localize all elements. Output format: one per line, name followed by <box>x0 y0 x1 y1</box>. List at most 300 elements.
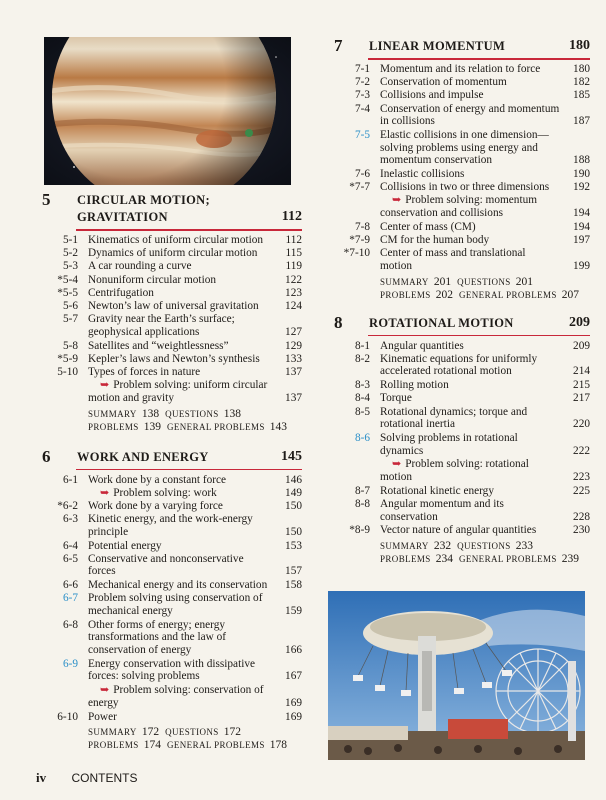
section-title-line: Kinetic energy, and the work-energy <box>88 513 253 526</box>
toc-entry[interactable] <box>42 540 302 553</box>
section-number: 5-1 <box>62 234 78 246</box>
toc-entry[interactable] <box>334 168 590 181</box>
section-page: 222 <box>573 444 590 457</box>
section-page: 230 <box>573 524 590 537</box>
summary-label[interactable]: SUMMARY <box>380 276 429 287</box>
section-title-line: Power <box>88 710 117 723</box>
toc-entry[interactable] <box>42 247 302 260</box>
section-title <box>380 485 494 498</box>
section-title-line: dynamics <box>380 444 424 457</box>
section-page: 190 <box>573 168 590 180</box>
toc-entry[interactable] <box>42 474 302 487</box>
toc-entry[interactable] <box>334 458 590 483</box>
chapter-number: 5 <box>42 190 51 209</box>
section-page: 194 <box>573 220 590 233</box>
chapter-title-line: ROTATIONAL MOTION <box>369 315 514 330</box>
toc-entry[interactable] <box>334 432 590 457</box>
toc-entry[interactable] <box>42 274 302 287</box>
section-number: 8-2 <box>354 352 370 365</box>
summary-page: 138 <box>141 407 160 420</box>
section-number: 6-1 <box>62 473 78 486</box>
section-number: 7-4 <box>354 102 370 115</box>
section-number: *6-2 <box>57 500 78 512</box>
toc-entry[interactable] <box>42 366 302 379</box>
section-title <box>88 340 229 353</box>
chapter-summary-line <box>88 739 293 751</box>
chapter-summary-line <box>380 540 539 552</box>
summary-page: 172 <box>223 725 241 738</box>
toc-entry[interactable] <box>42 313 302 338</box>
section-page: 223 <box>573 470 590 483</box>
section-title <box>380 379 449 392</box>
chapter-number: 7 <box>334 36 343 55</box>
section-title <box>380 406 527 431</box>
section-page: 149 <box>285 486 302 499</box>
summary-page: 232 <box>433 539 452 552</box>
section-number: 8-8 <box>354 498 370 510</box>
summary-label[interactable]: QUESTIONS <box>165 408 219 419</box>
summary-page: 201 <box>515 275 533 288</box>
section-title-line: Kepler’s laws and Newton’s synthesis <box>88 352 260 365</box>
section-page: 169 <box>285 710 302 723</box>
summary-page: 201 <box>433 275 452 288</box>
summary-page: 233 <box>515 539 533 552</box>
section-page: 180 <box>573 63 590 75</box>
chapter-summary-line <box>88 408 247 420</box>
section-title <box>380 168 464 181</box>
section-title-line: Collisions in two or three dimensions <box>380 181 550 194</box>
section-title <box>88 658 255 683</box>
chapter-rule <box>368 58 590 60</box>
summary-page: 139 <box>143 420 161 433</box>
section-title-line: Conservation of energy and momentum <box>380 102 560 115</box>
section-page: 214 <box>573 365 590 378</box>
section-title-line: Problem solving: momentum <box>405 194 538 207</box>
section-page: 119 <box>285 260 302 273</box>
toc-entry[interactable] <box>334 89 590 102</box>
section-title <box>380 498 504 523</box>
section-title-line: conservation of energy <box>88 643 192 656</box>
toc-entry[interactable] <box>334 129 590 167</box>
summary-page: 178 <box>269 738 288 751</box>
chapter-title-line: WORK AND ENERGY <box>77 449 209 464</box>
section-page: 112 <box>285 234 302 246</box>
toc-entry[interactable] <box>334 340 590 353</box>
problem-solving-arrow-icon: ➥ <box>392 458 402 471</box>
section-title-line: Gravity near the Earth’s surface; <box>88 313 235 326</box>
section-title-line: Problem solving: uniform circular <box>113 379 268 392</box>
toc-entry[interactable] <box>334 194 590 219</box>
summary-label[interactable]: QUESTIONS <box>457 276 511 287</box>
section-page: 146 <box>285 473 302 486</box>
chapter-summary-line <box>88 726 247 738</box>
section-title <box>88 684 264 709</box>
summary-label[interactable]: PROBLEMS <box>88 739 139 750</box>
section-title <box>88 619 226 657</box>
section-title <box>380 524 536 537</box>
section-number: 5-7 <box>62 313 78 326</box>
section-page: 115 <box>285 247 302 260</box>
section-title-line: Momentum and its relation to force <box>380 63 541 75</box>
section-title-line: forces: solving problems <box>88 670 200 683</box>
summary-label[interactable]: GENERAL PROBLEMS <box>166 739 265 750</box>
toc-entry[interactable] <box>42 711 302 724</box>
section-number: 5-6 <box>62 300 78 312</box>
section-title-line: Problem solving: conservation of <box>113 684 264 697</box>
section-title-line: Center of mass and translational <box>380 247 526 260</box>
section-title <box>88 313 235 338</box>
section-title-line: motion and gravity <box>88 391 174 404</box>
toc-entry[interactable] <box>42 553 302 578</box>
chapter-heading <box>42 190 302 228</box>
toc-entry[interactable] <box>334 103 590 128</box>
section-page: 150 <box>285 500 302 512</box>
summary-label[interactable]: GENERAL PROBLEMS <box>458 289 557 300</box>
chapter-title-line: GRAVITATION <box>77 210 168 224</box>
section-number: 7-5 <box>354 129 370 141</box>
section-title-line: Conservation of momentum <box>380 76 507 89</box>
chapter-summary-line <box>380 289 585 301</box>
toc-entry[interactable] <box>42 379 302 404</box>
chapter-title-line: LINEAR MOMENTUM <box>369 39 506 53</box>
section-title-line: energy <box>88 696 119 709</box>
section-title <box>88 500 223 513</box>
section-title-line: Energy conservation with dissipative <box>88 657 256 670</box>
section-page: 197 <box>573 234 590 246</box>
toc-entry[interactable] <box>42 340 302 353</box>
section-title-line: solving problems using energy and <box>380 141 538 154</box>
section-title-line: Work done by a constant force <box>88 473 227 486</box>
section-page: 127 <box>285 325 302 338</box>
section-title <box>88 379 267 404</box>
page-footer <box>36 770 137 786</box>
summary-label[interactable]: PROBLEMS <box>380 289 431 300</box>
section-title-line: in collisions <box>380 115 435 128</box>
section-page: 185 <box>573 89 590 102</box>
chapter-page: 209 <box>569 314 590 330</box>
section-number: *7-9 <box>349 234 370 246</box>
section-page: 133 <box>285 352 302 365</box>
section-title <box>380 63 540 76</box>
section-page: 187 <box>573 115 590 128</box>
chapter-title <box>77 192 210 226</box>
section-title <box>88 592 262 617</box>
section-number: 8-7 <box>354 484 370 497</box>
toc-entry[interactable] <box>334 406 590 431</box>
section-title <box>88 553 244 578</box>
section-number: 8-4 <box>354 392 370 405</box>
summary-label[interactable]: SUMMARY <box>88 726 137 737</box>
section-page: 124 <box>285 300 302 312</box>
section-number: 7-8 <box>354 220 370 233</box>
summary-page: 138 <box>223 407 241 420</box>
summary-label[interactable]: GENERAL PROBLEMS <box>166 421 265 432</box>
section-title <box>88 579 267 592</box>
section-number: *5-5 <box>57 286 78 299</box>
section-title-line: Mechanical energy and its conservation <box>88 579 268 592</box>
section-title-line: Rotational dynamics; torque and <box>380 405 528 418</box>
section-title-line: A car rounding a curve <box>88 260 192 273</box>
section-title-line: Elastic collisions in one dimension— <box>380 129 549 141</box>
summary-page: 202 <box>435 288 453 301</box>
chapter-summary-line <box>380 276 539 288</box>
section-page: 228 <box>573 510 590 523</box>
section-number: 6-3 <box>62 513 78 526</box>
section-title <box>380 89 484 102</box>
section-title <box>380 221 476 234</box>
section-title-line: conservation and collisions <box>380 206 503 219</box>
section-title-line: Inelastic collisions <box>380 168 465 180</box>
section-title-line: Other forms of energy; energy <box>88 618 225 631</box>
section-title-line: CM for the human body <box>380 234 490 246</box>
section-title-line: conservation <box>380 510 438 523</box>
toc-entry[interactable] <box>42 684 302 709</box>
toc-entry[interactable] <box>334 392 590 405</box>
section-title <box>88 247 257 260</box>
section-number: *7-10 <box>343 247 370 260</box>
section-title <box>380 129 549 167</box>
toc-entry[interactable] <box>42 592 302 617</box>
section-number: 6-8 <box>62 618 78 631</box>
section-page: 166 <box>285 643 302 656</box>
section-number: 6-10 <box>57 710 78 723</box>
chapter-rule <box>76 229 302 231</box>
section-title-line: Work done by a varying force <box>88 500 223 512</box>
section-title <box>380 353 537 378</box>
section-page: 217 <box>573 392 590 405</box>
problem-solving-arrow-icon: ➥ <box>392 194 402 207</box>
toc-entry[interactable] <box>334 353 590 378</box>
section-title-line: Centrifugation <box>88 286 154 299</box>
chapter-number: 8 <box>334 312 343 332</box>
section-title <box>380 247 526 272</box>
section-number: 7-6 <box>354 168 370 180</box>
section-title-line: Types of forces in nature <box>88 366 201 378</box>
chapter-rule <box>76 469 302 471</box>
section-title-line: mechanical energy <box>88 604 173 617</box>
section-title-line: Angular quantities <box>380 339 464 352</box>
toc-entry[interactable] <box>334 76 590 89</box>
section-number: 5-3 <box>62 260 78 273</box>
summary-label[interactable]: GENERAL PROBLEMS <box>458 553 557 564</box>
section-title-line: Rolling motion <box>380 379 449 392</box>
section-title-line: Dynamics of uniform circular motion <box>88 247 258 260</box>
section-page: 220 <box>573 418 590 431</box>
summary-label[interactable]: QUESTIONS <box>165 726 219 737</box>
chapter-title <box>369 315 514 332</box>
summary-page: 172 <box>141 725 160 738</box>
section-title-line: Torque <box>380 392 412 405</box>
section-title <box>380 181 549 194</box>
section-page: 209 <box>573 339 590 352</box>
chapter-summary-line <box>380 553 585 565</box>
section-page: 159 <box>285 604 302 617</box>
section-title <box>88 474 226 487</box>
section-page: 150 <box>285 525 302 538</box>
section-page: 215 <box>573 379 590 392</box>
section-number: 7-2 <box>354 76 370 89</box>
summary-label[interactable]: QUESTIONS <box>457 540 511 551</box>
section-title <box>88 300 259 313</box>
chapter-rule <box>368 335 590 337</box>
summary-page: 207 <box>561 288 580 301</box>
section-number: *5-9 <box>57 352 78 365</box>
section-title <box>380 392 412 405</box>
section-title <box>380 76 507 89</box>
footer-label: CONTENTS <box>71 771 138 785</box>
section-title-line: transformations and the law of <box>88 631 227 644</box>
section-title <box>88 540 162 553</box>
section-page: 199 <box>573 259 590 272</box>
summary-label[interactable]: PROBLEMS <box>88 421 139 432</box>
problem-solving-arrow-icon: ➥ <box>100 486 110 499</box>
section-title <box>88 234 263 247</box>
section-title-line: forces <box>88 565 116 578</box>
chapter-page: 180 <box>569 38 590 53</box>
chapter-title-line: CIRCULAR MOTION; <box>77 193 210 207</box>
section-page: 129 <box>285 339 302 352</box>
toc-entry[interactable] <box>42 260 302 273</box>
toc-entry[interactable] <box>334 234 590 247</box>
chapter-title <box>77 449 209 466</box>
toc-entry[interactable] <box>42 287 302 300</box>
toc-entry[interactable] <box>334 247 590 272</box>
section-number: *7-7 <box>349 181 370 194</box>
section-page: 122 <box>285 273 302 286</box>
section-title <box>380 234 489 247</box>
section-page: 157 <box>285 565 302 578</box>
section-page: 192 <box>573 181 590 194</box>
problem-solving-arrow-icon: ➥ <box>100 684 110 697</box>
section-title-line: Vector nature of angular quantities <box>380 524 537 537</box>
problem-solving-arrow-icon: ➥ <box>100 379 110 392</box>
section-title-line: Rotational kinetic energy <box>380 484 494 497</box>
section-page: 137 <box>285 366 302 378</box>
section-number: 5-2 <box>62 247 78 260</box>
section-title-line: Problem solving: work <box>113 486 217 499</box>
toc-entry[interactable] <box>334 379 590 392</box>
section-title-line: Conservative and nonconservative <box>88 552 244 565</box>
section-page: 194 <box>573 206 590 219</box>
section-title <box>380 103 559 128</box>
section-number: 8-6 <box>354 432 370 444</box>
section-number: 7-1 <box>354 63 370 75</box>
summary-label[interactable]: SUMMARY <box>380 540 429 551</box>
section-title <box>88 287 154 300</box>
chapter-number: 6 <box>42 446 51 466</box>
section-title-line: Center of mass (CM) <box>380 220 476 233</box>
section-number: 8-1 <box>354 339 370 352</box>
section-title-line: rotational inertia <box>380 418 455 431</box>
section-title <box>380 194 537 219</box>
section-title-line: momentum conservation <box>380 154 493 167</box>
section-number: 6-6 <box>62 579 78 592</box>
section-page: 169 <box>285 696 302 709</box>
toc-entry[interactable] <box>334 63 590 76</box>
toc-entry[interactable] <box>42 579 302 592</box>
toc-entry[interactable] <box>334 485 590 498</box>
section-page: 137 <box>285 391 302 404</box>
section-title-line: Problem solving: rotational <box>405 458 529 471</box>
section-number: 7-3 <box>354 89 370 102</box>
section-title <box>380 432 518 457</box>
toc-entry[interactable] <box>42 513 302 538</box>
summary-label[interactable]: SUMMARY <box>88 408 137 419</box>
chapter-title <box>369 38 505 55</box>
toc-entry[interactable] <box>42 619 302 657</box>
section-page: 153 <box>285 539 302 552</box>
summary-page: 143 <box>269 420 288 433</box>
chapter-summary-line <box>88 421 293 433</box>
section-page: 182 <box>573 76 590 89</box>
section-page: 225 <box>573 484 590 497</box>
section-title-line: Potential energy <box>88 539 162 552</box>
summary-page: 234 <box>435 552 453 565</box>
toc-entry[interactable] <box>42 487 302 500</box>
section-title-line: motion <box>380 259 413 272</box>
toc-entry[interactable] <box>42 234 302 247</box>
section-title-line: accelerated rotational motion <box>380 365 512 378</box>
chapter-page: 112 <box>281 209 302 224</box>
toc-entry[interactable] <box>42 353 302 366</box>
toc-entry[interactable] <box>334 498 590 523</box>
toc-entry[interactable] <box>42 658 302 683</box>
section-title-line: Satellites and “weightlessness” <box>88 339 229 352</box>
section-number: 8-5 <box>354 405 370 418</box>
toc-entry[interactable] <box>42 300 302 313</box>
toc-entry[interactable] <box>334 181 590 194</box>
section-page: 123 <box>285 286 302 299</box>
section-title <box>88 513 253 538</box>
section-title <box>88 260 192 273</box>
section-title-line: motion <box>380 470 413 483</box>
section-title-line: Problem solving using conservation of <box>88 592 263 605</box>
page-number: iv <box>36 770 47 785</box>
toc-entry[interactable] <box>334 221 590 234</box>
section-title-line: Collisions and impulse <box>380 89 484 102</box>
chapter-heading <box>334 313 590 334</box>
section-number: 6-4 <box>62 539 78 552</box>
section-number: 5-10 <box>57 366 78 378</box>
section-title <box>88 274 216 287</box>
toc-entry[interactable] <box>334 524 590 537</box>
carnival-photo <box>328 591 585 760</box>
section-number: *8-9 <box>349 524 370 537</box>
section-number: *5-4 <box>57 273 78 286</box>
section-page: 158 <box>285 579 302 592</box>
section-title <box>88 487 217 500</box>
section-number: 6-7 <box>62 592 78 605</box>
summary-page: 239 <box>561 552 580 565</box>
section-number: 8-3 <box>354 379 370 392</box>
section-title <box>88 353 260 366</box>
summary-page: 174 <box>143 738 161 751</box>
section-title-line: Nonuniform circular motion <box>88 273 217 286</box>
section-number: 6-9 <box>62 657 78 670</box>
summary-label[interactable]: PROBLEMS <box>380 553 431 564</box>
chapter-page: 145 <box>281 448 302 464</box>
chapter-heading <box>42 447 302 468</box>
toc-entry[interactable] <box>42 500 302 513</box>
section-page: 188 <box>573 154 590 167</box>
section-title <box>88 711 117 724</box>
jupiter-photo <box>44 37 291 185</box>
section-title-line: Solving problems in rotational <box>380 432 518 444</box>
section-title-line: principle <box>88 525 129 538</box>
section-title <box>380 458 529 483</box>
section-title-line: Newton’s law of universal gravitation <box>88 300 259 312</box>
section-number: 6-5 <box>62 552 78 565</box>
